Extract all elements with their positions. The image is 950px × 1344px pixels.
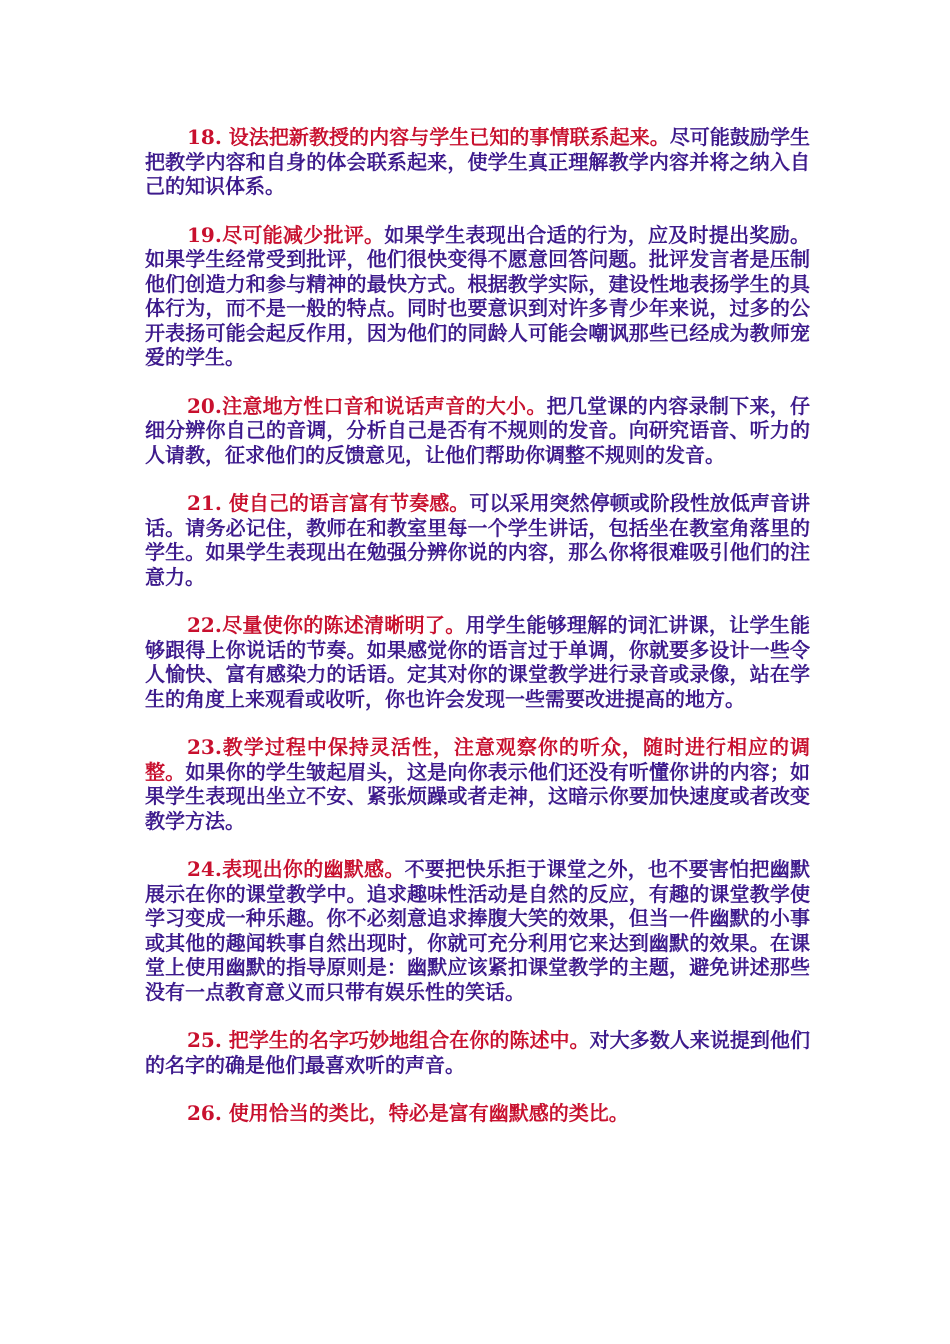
paragraph-19 <box>145 223 810 370</box>
paragraph-body: 尽可能鼓励学生把教学内容和自身的体会联系起来，使学生真正理解教学内容并将之纳入自己的知识体系。 <box>145 125 811 198</box>
paragraph-18 <box>145 125 810 199</box>
paragraph-22 <box>145 613 810 711</box>
paragraph-25 <box>145 1028 810 1077</box>
paragraph-heading: 21. 使自己的语言富有节奏感。 <box>187 491 470 515</box>
paragraph-24 <box>145 857 810 1004</box>
paragraph-body: 把几堂课的内容录制下来，仔细分辨你自己的音调，分析自己是否有不规则的发音。向研究语音、听力的人请教，征求他们的反馈意见，让他们帮助你调整不规则的发音。 <box>145 393 811 467</box>
paragraph-heading: 23.教学过程中保持灵活性，注意观察你的听众，随时进行相应的调整。 <box>145 735 810 784</box>
paragraph-body: 不要把快乐拒于课堂之外，也不要害怕把幽默展示在你的课堂教学中。追求趣味性活动是自然的反应，有趣的课堂教学使学习变成一种乐趣。你不必刻意追求捧腹大笑的效果，但当一件幽默的小事或其他的趣闻轶事自然出现时，你就可充分利用它来达到幽默的效果。在课堂上使用幽默的指导原则是：幽默应该紧扣课堂教学的主题，避免讲述那些没有一点教育意义而只带有娱乐性的笑话。 <box>145 857 810 1004</box>
paragraph-26 <box>145 1101 810 1126</box>
paragraph-20 <box>145 394 810 468</box>
paragraph-heading: 26. 使用恰当的类比，特必是富有幽默感的类比。 <box>187 1101 629 1125</box>
paragraph-heading: 24.表现出你的幽默感。 <box>187 857 405 881</box>
paragraph-body: 对大多数人来说提到他们的名字的确是他们最喜欢听的声音。 <box>145 1028 811 1077</box>
paragraph-heading: 25. 把学生的名字巧妙地组合在你的陈述中。 <box>187 1028 590 1052</box>
paragraph-23 <box>145 735 810 833</box>
paragraph-heading: 22.尽量使你的陈述清晰明了。 <box>187 613 466 637</box>
paragraph-body: 用学生能够理解的词汇讲课，让学生能够跟得上你说话的节奏。如果感觉你的语言过于单调，你就要多设计一些令人愉快、富有感染力的话语。定其对你的课堂教学进行录音或录像，站在学生的角度上来观看或收听，你也许会发现一些需要改进提高的地方。 <box>145 613 811 711</box>
paragraph-body: 如果学生表现出合适的行为，应及时提出奖励。如果学生经常受到批评，他们很快变得不愿意回答问题。批评发言者是压制他们创造力和参与精神的最快方式。根据教学实际，建设性地表扬学生的具体行为，而不是一般的特点。同时也要意识到对许多青少年来说，过多的公开表扬可能会起反作用，因为他们的同龄人可能会嘲讽那些已经成为教师宠爱的学生。 <box>145 222 811 369</box>
document-body <box>145 125 810 1150</box>
paragraph-body: 如果你的学生皱起眉头，这是向你表示他们还没有听懂你讲的内容；如果学生表现出坐立不安、紧张烦躁或者走神，这暗示你要加快速度或者改变教学方法。 <box>145 759 810 833</box>
paragraph-body: 可以采用突然停顿或阶段性放低声音讲话。请务必记住，教师在和教室里每一个学生讲话，包括坐在教室角落里的学生。如果学生表现出在勉强分辨你说的内容，那么你将很难吸引他们的注意力。 <box>145 491 810 589</box>
paragraph-heading: 19.尽可能减少批评。 <box>187 222 385 247</box>
paragraph-heading: 18. 设法把新教授的内容与学生已知的事情联系起来。 <box>187 125 670 149</box>
paragraph-heading: 20.注意地方性口音和说话声音的大小。 <box>187 393 547 418</box>
paragraph-21 <box>145 491 810 589</box>
